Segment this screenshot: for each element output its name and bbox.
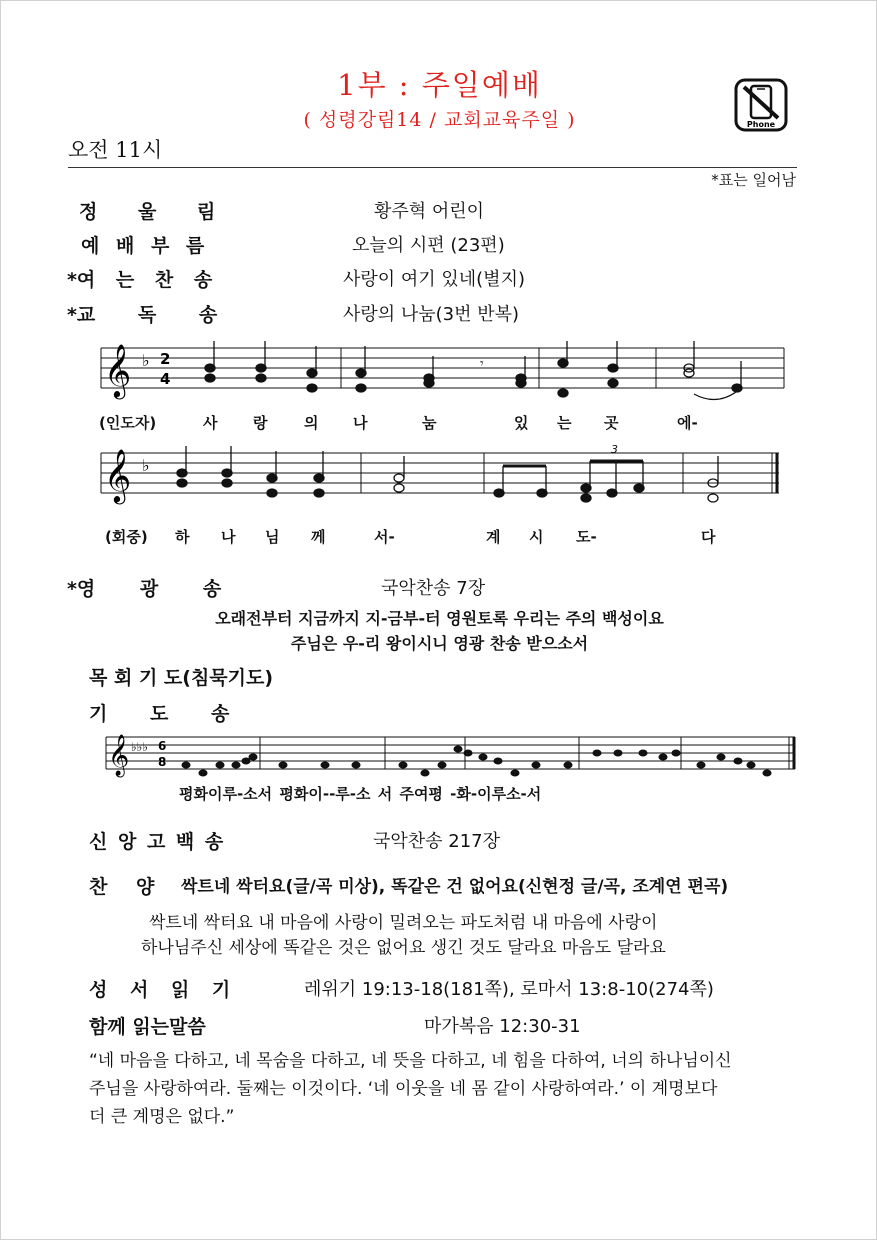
- score-staff-1: [96, 336, 786, 416]
- call-to-worship-label: 예 배 부 름: [81, 235, 205, 257]
- score1-congregation-syllable: 께: [311, 528, 326, 546]
- anthem-value: 싹트네 싹터요(글/곡 미상), 똑같은 건 없어요(신현정 글/곡, 조계연 편곡): [181, 877, 729, 897]
- anthem-line-1: 싹트네 싹터요 내 마음에 사랑이 밀려오는 파도처럼 내 마음에 사랑이: [149, 913, 658, 933]
- svg-text:6: 6: [158, 739, 167, 753]
- score-notes-1: [205, 341, 742, 397]
- treble-clef-icon: 𝄞: [104, 343, 132, 397]
- gloria-label: *영 광 송: [67, 578, 222, 600]
- score1-congregation-syllable: 나: [221, 528, 236, 546]
- score1-congregation-syllable: 서-: [374, 528, 395, 546]
- score1-leader-label: (인도자): [99, 414, 157, 432]
- anthem-line-2: 하나님주신 세상에 똑같은 것은 없어요 생긴 것도 달라요 마음도 달라요: [141, 938, 666, 958]
- responsive-reading-label: 함께 읽는말씀: [89, 1016, 206, 1038]
- reading-line-1: “네 마음을 다하고, 네 목숨을 다하고, 네 뜻을 다하고, 네 힘을 다하여, 너의 하나님이신: [89, 1051, 732, 1071]
- standing-note: *표는 일어남: [711, 171, 796, 189]
- score1-leader-syllable: 눔: [422, 414, 437, 432]
- prelude-value: 황주혁 어린이: [374, 201, 485, 222]
- gloria-line-1: 오래전부터 지금까지 지-금부-터 영원토록 우리는 주의 백성이요: [215, 609, 664, 628]
- svg-text:3: 3: [611, 443, 618, 456]
- score-staff-2: [96, 441, 786, 521]
- svg-text:♭♭♭: ♭♭♭: [131, 740, 148, 754]
- svg-text:𝄾: 𝄾: [480, 356, 484, 372]
- opening-hymn-label: *여 는 찬 송: [67, 269, 213, 291]
- responsive-reading-value: 마가복음 12:30-31: [424, 1016, 581, 1037]
- prayer-song-label: 기 도 송: [89, 703, 230, 725]
- score1-congregation-syllable: 도-: [576, 528, 597, 546]
- score1-leader-syllable: 곳: [604, 414, 619, 432]
- score1-leader-syllable: 에-: [677, 414, 698, 432]
- flat-icon: ♭: [142, 456, 150, 475]
- svg-text:2: 2: [160, 350, 171, 368]
- scripture-label: 성 서 읽 기: [89, 979, 231, 1001]
- score1-leader-syllable: 나: [353, 414, 368, 432]
- score1-leader-syllable: 사: [203, 414, 218, 432]
- gloria-value: 국악찬송 7장: [381, 578, 486, 599]
- prayer-song-staff: [103, 729, 798, 785]
- prayer-song-lyrics: 평화이루-소서 평화이--루-소 서 주여평 -화-이루소-서: [179, 785, 542, 803]
- score1-congregation-syllable: 님: [265, 528, 280, 546]
- header-divider: [68, 167, 797, 168]
- score1-leader-syllable: 랑: [253, 414, 268, 432]
- svg-text:4: 4: [160, 370, 171, 388]
- score1-congregation-syllable: 다: [701, 528, 716, 546]
- score1-leader-syllable: 는: [557, 414, 572, 432]
- page-subtitle: ( 성령강림14 / 교회교육주일 ): [303, 109, 576, 131]
- score1-congregation-label: (회중): [105, 528, 148, 546]
- treble-clef-icon: 𝄞: [104, 448, 132, 502]
- treble-clef-icon: 𝄞: [108, 735, 130, 776]
- score1-leader-syllable: 있: [514, 414, 529, 432]
- score1-leader-syllable: 의: [304, 414, 319, 432]
- creed-label: 신 앙 고 백 송: [89, 831, 224, 853]
- opening-hymn-value: 사랑이 여기 있네(별지): [343, 269, 525, 290]
- reading-line-3: 더 큰 계명은 없다.”: [89, 1107, 235, 1127]
- score1-congregation-syllable: 시: [529, 528, 544, 546]
- score1-congregation-syllable: 계: [486, 528, 501, 546]
- scripture-value: 레위기 19:13-18(181쪽), 로마서 13:8-10(274쪽): [304, 979, 714, 1000]
- responsive-song-label: *교 독 송: [67, 304, 218, 326]
- anthem-label: 찬 양: [89, 876, 155, 898]
- responsive-song-value: 사랑의 나눔(3번 반복): [343, 304, 520, 325]
- gloria-line-2: 주님은 우-리 왕이시니 영광 찬송 받으소서: [290, 634, 589, 653]
- creed-value: 국악찬송 217장: [373, 831, 501, 852]
- score1-congregation-syllable: 하: [175, 528, 190, 546]
- service-time: 오전 11시: [68, 138, 163, 162]
- svg-text:8: 8: [158, 755, 167, 769]
- reading-line-2: 주님을 사랑하여라. 둘째는 이것이다. ‘네 이웃을 네 몸 같이 사랑하여라.’ 이 계명보다: [89, 1079, 718, 1099]
- flat-icon: ♭: [142, 351, 150, 370]
- page-title: 1부 : 주일예배: [337, 68, 542, 102]
- score-notes-2: [177, 446, 718, 502]
- no-phone-icon: [734, 78, 788, 132]
- phone-label: Phone: [746, 120, 776, 129]
- pastoral-prayer-label: 목 회 기 도(침묵기도): [89, 667, 274, 689]
- call-to-worship-value: 오늘의 시편 (23편): [352, 235, 505, 256]
- prelude-label: 정 울 림: [79, 201, 216, 223]
